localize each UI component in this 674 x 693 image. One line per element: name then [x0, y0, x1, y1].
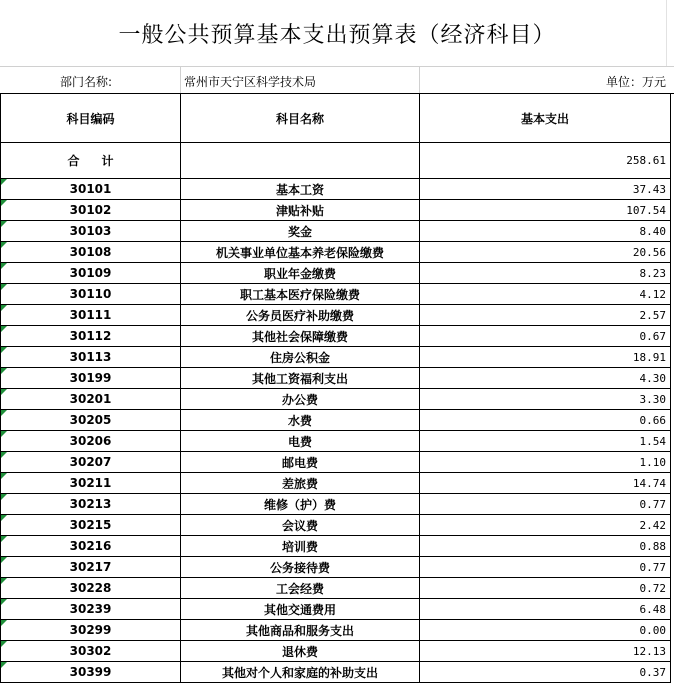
row-amount-cell[interactable]: 1.10	[420, 452, 671, 473]
header-row	[1, 94, 671, 143]
row-code-cell[interactable]: 30111	[1, 305, 181, 326]
table-row	[1, 515, 671, 536]
table-row	[1, 578, 671, 599]
header-name[interactable]: 科目名称	[181, 94, 420, 143]
row-name-cell[interactable]: 工会经费	[181, 578, 420, 599]
row-name-cell[interactable]: 其他社会保障缴费	[181, 326, 420, 347]
row-name-cell[interactable]: 住房公积金	[181, 347, 420, 368]
dept-name: 常州市天宁区科学技术局	[184, 75, 317, 89]
row-amount-cell[interactable]: 14.74	[420, 473, 671, 494]
row-name-cell[interactable]: 其他对个人和家庭的补助支出	[181, 662, 420, 683]
row-code-cell[interactable]: 30299	[1, 620, 181, 641]
table-row	[1, 200, 671, 221]
table-row	[1, 557, 671, 578]
row-amount-cell[interactable]: 1.54	[420, 431, 671, 452]
row-amount-cell[interactable]: 12.13	[420, 641, 671, 662]
table-row	[1, 410, 671, 431]
row-name-cell[interactable]: 水费	[181, 410, 420, 431]
row-code-cell[interactable]: 30201	[1, 389, 181, 410]
unit-label: 单位：万元	[605, 75, 666, 89]
gridline	[419, 67, 420, 93]
row-code-cell[interactable]: 30110	[1, 284, 181, 305]
row-amount-cell[interactable]: 8.40	[420, 221, 671, 242]
row-amount-cell[interactable]: 37.43	[420, 179, 671, 200]
row-name-cell[interactable]: 职工基本医疗保险缴费	[181, 284, 420, 305]
total-amount[interactable]: 258.61	[420, 143, 671, 179]
row-code-cell[interactable]: 30228	[1, 578, 181, 599]
row-code-cell[interactable]: 30399	[1, 662, 181, 683]
gridline	[180, 67, 181, 93]
row-code-cell[interactable]: 30101	[1, 179, 181, 200]
table-row	[1, 221, 671, 242]
row-amount-cell[interactable]: 0.72	[420, 578, 671, 599]
dept-label: 部门名称:	[60, 75, 113, 89]
table-row	[1, 620, 671, 641]
row-name-cell[interactable]: 邮电费	[181, 452, 420, 473]
row-name-cell[interactable]: 机关事业单位基本养老保险缴费	[181, 242, 420, 263]
row-amount-cell[interactable]: 0.67	[420, 326, 671, 347]
row-name-cell[interactable]: 差旅费	[181, 473, 420, 494]
table-row	[1, 473, 671, 494]
row-amount-cell[interactable]: 4.12	[420, 284, 671, 305]
row-name-cell[interactable]: 职业年金缴费	[181, 263, 420, 284]
row-code-cell[interactable]: 30216	[1, 536, 181, 557]
row-amount-cell[interactable]: 20.56	[420, 242, 671, 263]
table-row	[1, 662, 671, 683]
table-row	[1, 284, 671, 305]
row-name-cell[interactable]: 其他工资福利支出	[181, 368, 420, 389]
table-row	[1, 368, 671, 389]
table-row	[1, 242, 671, 263]
row-amount-cell[interactable]: 0.66	[420, 410, 671, 431]
row-amount-cell[interactable]: 6.48	[420, 599, 671, 620]
row-name-cell[interactable]: 退休费	[181, 641, 420, 662]
row-code-cell[interactable]: 30206	[1, 431, 181, 452]
gridline	[666, 0, 667, 66]
table-row	[1, 599, 671, 620]
row-amount-cell[interactable]: 2.57	[420, 305, 671, 326]
row-name-cell[interactable]: 基本工资	[181, 179, 420, 200]
row-code-cell[interactable]: 30211	[1, 473, 181, 494]
table-row	[1, 641, 671, 662]
total-row	[1, 143, 671, 179]
info-row	[0, 67, 674, 94]
row-name-cell[interactable]: 电费	[181, 431, 420, 452]
row-name-cell[interactable]: 津贴补贴	[181, 200, 420, 221]
row-code-cell[interactable]: 30113	[1, 347, 181, 368]
row-code-cell[interactable]: 30199	[1, 368, 181, 389]
row-code-cell[interactable]: 30205	[1, 410, 181, 431]
row-amount-cell[interactable]: 0.00	[420, 620, 671, 641]
row-amount-cell[interactable]: 4.30	[420, 368, 671, 389]
row-amount-cell[interactable]: 8.23	[420, 263, 671, 284]
table-row	[1, 431, 671, 452]
row-code-cell[interactable]: 30112	[1, 326, 181, 347]
row-amount-cell[interactable]: 3.30	[420, 389, 671, 410]
title-row	[0, 0, 674, 67]
row-code-cell[interactable]: 30215	[1, 515, 181, 536]
row-name-cell[interactable]: 奖金	[181, 221, 420, 242]
row-name-cell[interactable]: 公务员医疗补助缴费	[181, 305, 420, 326]
row-amount-cell[interactable]: 0.77	[420, 557, 671, 578]
row-code-cell[interactable]: 30103	[1, 221, 181, 242]
table-row	[1, 263, 671, 284]
row-code-cell[interactable]: 30217	[1, 557, 181, 578]
row-name-cell[interactable]: 其他交通费用	[181, 599, 420, 620]
row-amount-cell[interactable]: 0.88	[420, 536, 671, 557]
page-title: 一般公共预算基本支出预算表（经济科目）	[118, 22, 556, 48]
table-row	[1, 347, 671, 368]
row-amount-cell[interactable]: 2.42	[420, 515, 671, 536]
row-code-cell[interactable]: 30108	[1, 242, 181, 263]
row-code-cell[interactable]: 30102	[1, 200, 181, 221]
table-row	[1, 536, 671, 557]
total-label-cell[interactable]	[1, 143, 181, 179]
table-row	[1, 494, 671, 515]
row-code-cell[interactable]: 30207	[1, 452, 181, 473]
row-amount-cell[interactable]: 107.54	[420, 200, 671, 221]
row-name-cell[interactable]: 公务接待费	[181, 557, 420, 578]
row-name-cell[interactable]: 会议费	[181, 515, 420, 536]
table-row	[1, 452, 671, 473]
table-row	[1, 389, 671, 410]
header-code[interactable]: 科目编码	[1, 94, 181, 143]
row-amount-cell[interactable]: 0.37	[420, 662, 671, 683]
budget-table	[0, 93, 671, 683]
row-amount-cell[interactable]: 18.91	[420, 347, 671, 368]
row-code-cell[interactable]: 30213	[1, 494, 181, 515]
row-name-cell[interactable]: 办公费	[181, 389, 420, 410]
row-name-cell[interactable]: 培训费	[181, 536, 420, 557]
total-label: 合计	[67, 154, 136, 168]
header-amount[interactable]: 基本支出	[420, 94, 671, 143]
row-amount-cell[interactable]: 0.77	[420, 494, 671, 515]
row-name-cell[interactable]: 其他商品和服务支出	[181, 620, 420, 641]
total-name-cell[interactable]	[181, 143, 420, 179]
row-name-cell[interactable]: 维修（护）费	[181, 494, 420, 515]
table-row	[1, 305, 671, 326]
row-code-cell[interactable]: 30239	[1, 599, 181, 620]
row-code-cell[interactable]: 30109	[1, 263, 181, 284]
row-code-cell[interactable]: 30302	[1, 641, 181, 662]
table-row	[1, 179, 671, 200]
table-row	[1, 326, 671, 347]
